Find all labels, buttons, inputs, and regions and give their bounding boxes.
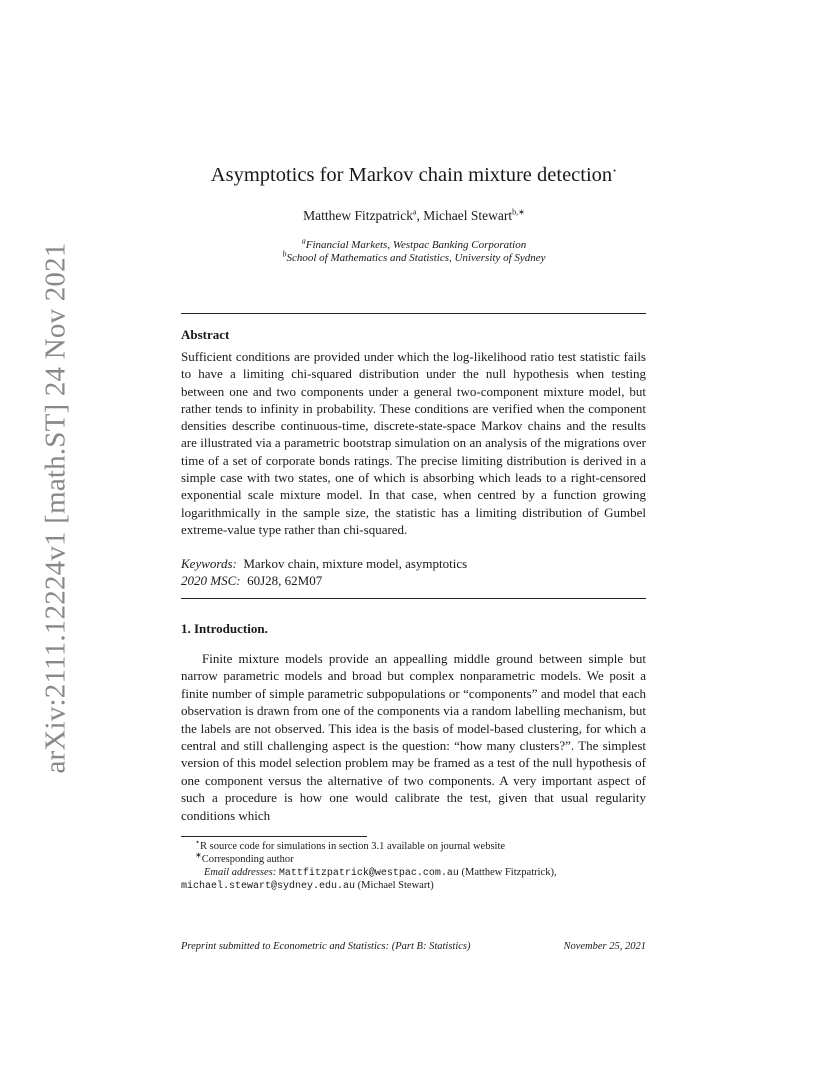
footnote-1-mark: ⋆ — [195, 837, 201, 847]
msc-text: 60J28, 62M07 — [247, 573, 323, 588]
section-heading-introduction: 1. Introduction. — [181, 621, 268, 636]
keywords-text: Markov chain, mixture model, asymptotics — [243, 556, 468, 571]
footnote-2-mark: ∗ — [195, 850, 202, 860]
email-1-name: (Matthew Fitzpatrick), — [461, 867, 557, 878]
email-2[interactable]: michael.stewart@sydney.edu.au — [181, 881, 356, 892]
footer-journal: Preprint submitted to Econometric and Statistics: (Part B: Statistics) — [181, 941, 471, 952]
arxiv-identifier: arXiv:2111.12224v1 [math.ST] 24 Nov 2021 — [39, 242, 72, 774]
msc-label: 2020 MSC: — [181, 573, 241, 588]
affiliation-b-text: School of Mathematics and Statistics, University of Sydney — [286, 252, 546, 264]
abstract-bottom-rule — [181, 598, 646, 599]
affiliation-a — [0, 236, 828, 251]
email-line-1 — [204, 867, 557, 879]
paper-title — [0, 164, 828, 187]
email-label: Email addresses: — [204, 867, 277, 878]
author-2: , Michael Stewart — [416, 208, 513, 223]
footnote-rule — [181, 836, 367, 837]
abstract-heading: Abstract — [181, 327, 230, 342]
page-footer — [181, 941, 646, 952]
email-line-2 — [181, 880, 434, 892]
author-2-affil-mark: b,∗ — [512, 207, 525, 217]
footnote-1-text: R source code for simulations in section 3.1 available on journal website — [200, 841, 506, 852]
affiliation-a-text: Financial Markets, Westpac Banking Corporation — [305, 239, 527, 251]
keywords-line — [181, 556, 467, 572]
introduction-text: Finite mixture models provide an appealling middle ground between simple but narrow parametric models and broad but complex nonparametric models. We posit a finite number of simple parametric subpopulations or “components” and model that each observation is drawn from one of the components via a random labelling mechanism, but the labels are not observed. This idea is the basis of model-based clustering, for which a central and still challenging aspect is the question: “how many clusters?”. The simplest version of this model selection problem may be framed as a test of the null hypothesis of one component versus the alternative of two components. A very important aspect of such a procedure is how one would calibrate the test, given that usual regularity conditions which — [181, 651, 646, 823]
keywords-label: Keywords: — [181, 556, 237, 571]
footnote-2-text: Corresponding author — [201, 854, 294, 865]
email-2-name: (Michael Stewart) — [357, 880, 434, 891]
affiliation-a-mark: a — [301, 236, 306, 246]
footnote-2 — [195, 850, 294, 865]
msc-line — [181, 573, 322, 589]
author-1: Matthew Fitzpatrick — [303, 208, 413, 223]
footnote-1 — [195, 837, 506, 852]
abstract-top-rule — [181, 313, 646, 314]
abstract-text: Sufficient conditions are provided under which the log-likelihood ratio test statistic fails to have a limiting chi-squared distribution under the null hypothesis when testing between one and two components under a general two-component mixture model, but rather tends to infinity in probability. These conditions are verified when the component densities describe continuous-time, discrete-state-space Markov chains and the results are illustrated via a parametric bootstrap simulation on an analysis of the migrations over time of a set of corporate bonds ratings. The precise limiting distribution is derived in a simple case with two states, one of which is absorbing which leads to a right-censored exponential scale mixture model. In that case, when centred by a function growing logarithmically in the sample size, the statistic has a limiting distribution of Gumbel extreme-value type rather than chi-squared. — [181, 349, 646, 537]
title-text: Asymptotics for Markov chain mixture detection — [210, 164, 613, 186]
title-footnote-mark: ⋆ — [612, 166, 618, 176]
affiliation-b-mark: b — [282, 249, 287, 259]
author-1-affil-mark: a — [412, 207, 417, 217]
author-line — [0, 208, 828, 224]
email-1[interactable]: Mattfitzpatrick@westpac.com.au — [278, 868, 459, 879]
affiliation-b — [0, 249, 828, 264]
footer-date: November 25, 2021 — [563, 941, 646, 952]
